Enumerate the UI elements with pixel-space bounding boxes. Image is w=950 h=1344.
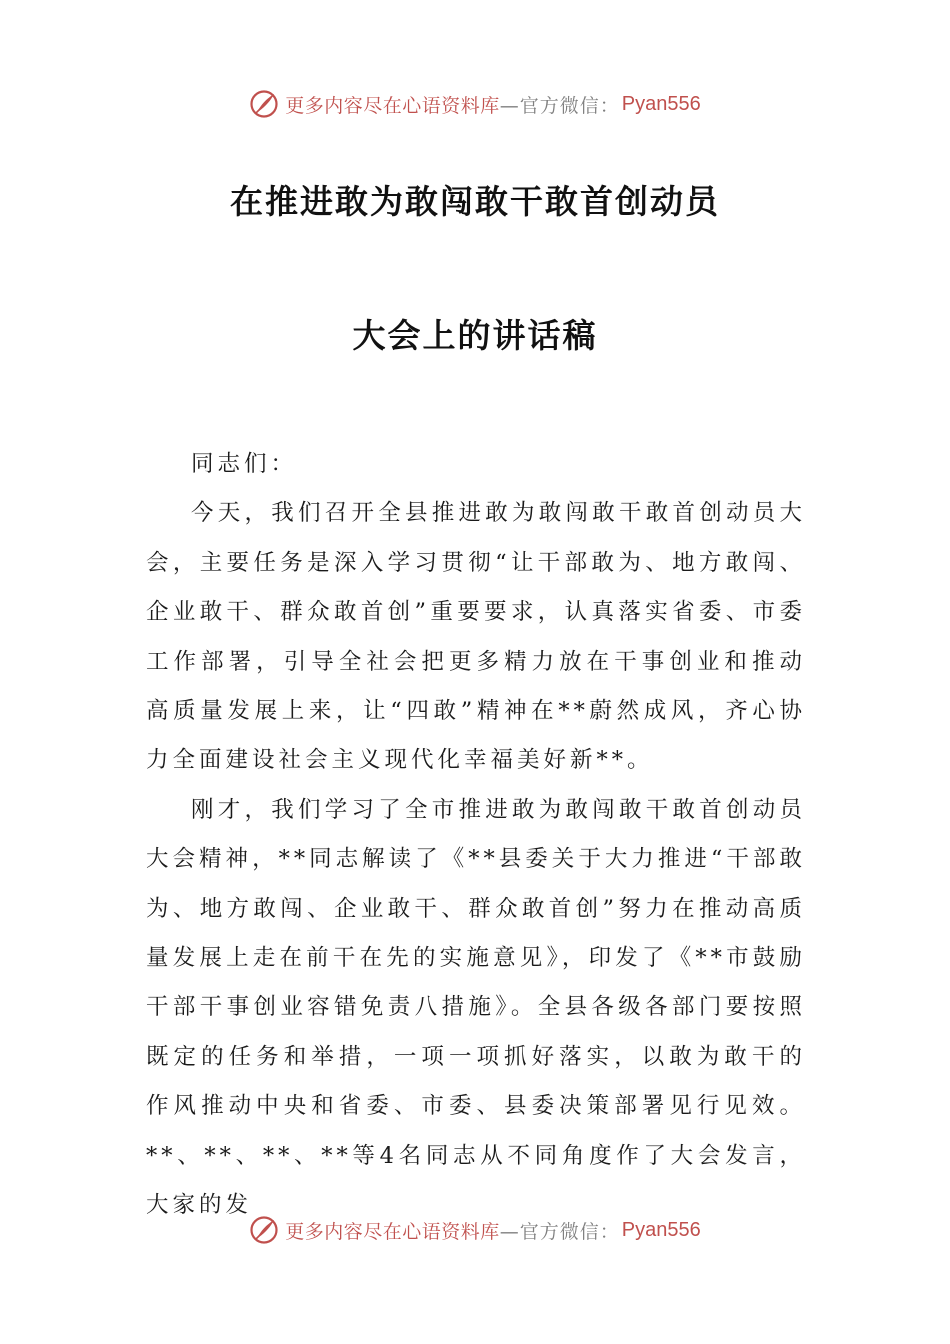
watermark-red-text: 更多内容尽在心语资料库 bbox=[285, 94, 500, 117]
document-body bbox=[146, 440, 806, 1231]
header-watermark bbox=[0, 84, 950, 124]
quill-logo-icon bbox=[249, 89, 279, 119]
document-title-line2: 大会上的讲话稿 bbox=[352, 316, 598, 355]
watermark-wechat-id: Pyan556 bbox=[621, 92, 701, 115]
document-title-line1: 在推进敢为敢闯敢干敢首创动员 bbox=[230, 182, 720, 221]
greeting: 同志们： bbox=[191, 451, 298, 477]
watermark-red-text: 更多内容尽在心语资料库 bbox=[285, 1220, 500, 1243]
paragraph-2: 刚才，我们学习了全市推进敢为敢闯敢干敢首创动员大会精神，**同志解读了《**县委关于大力推进“干部敢为、地方敢闯、企业敢干、群众敢首创”努力在推动高质量发展上走在前干在先的实施意见》，印发了《**市鼓励干部干事创业容错免责八措施》。全县各级各部门要按照既定的任务和举措，一项一项抓好落实，以敢为敢干的作风推动中央和省委、市委、县委决策部署见行见效。**、**、**、**等4名同志从不同角度作了大会发言，大家的发 bbox=[146, 796, 806, 1219]
watermark-gray-text: —官方微信： bbox=[499, 94, 620, 117]
footer-watermark bbox=[0, 1210, 950, 1250]
quill-logo-icon bbox=[249, 1215, 279, 1245]
paragraph-1: 今天，我们召开全县推进敢为敢闯敢干敢首创动员大会，主要任务是深入学习贯彻“让干部敢为、地方敢闯、企业敢干、群众敢首创”重要要求，认真落实省委、市委工作部署，引导全社会把更多精力放在干事创业和推动高质量发展上来，让“四敢”精神在**蔚然成风，齐心协力全面建设社会主义现代化幸福美好新**。 bbox=[146, 500, 806, 774]
watermark-wechat-id: Pyan556 bbox=[621, 1218, 701, 1241]
watermark-gray-text: —官方微信： bbox=[499, 1220, 620, 1243]
